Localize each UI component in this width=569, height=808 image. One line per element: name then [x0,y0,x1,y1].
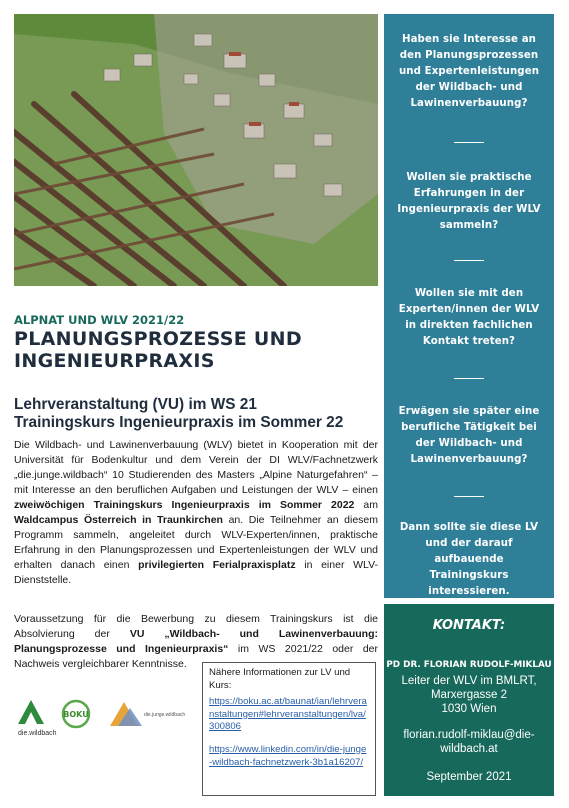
contact-email-1[interactable]: florian.rudolf-miklau@die- [403,729,535,741]
question-2: Wollen sie praktische Erfahrungen in der Ingenieurpraxis der WLV sammeln? [397,172,541,231]
highlight: zweiwöchigen Trainingskurs Ingenieurpraxis im Sommer 2022 [14,499,355,511]
village-snow-fence-illustration [14,14,378,286]
highlight: VU „Wildbach- und Lawinenverbauung: Planungsprozesse und Ingenieurpraxis“ [14,628,379,655]
contact-heading: KONTAKT: [432,618,506,633]
title-line-2: INGENIEURPRAXIS [14,350,215,372]
info-intro: Nähere Informationen zur LV und Kurs: [209,667,351,691]
contact-role: Leiter der WLV im BMLRT, [401,675,537,687]
subtitle-line-1: Lehrveranstaltung (VU) im WS 21 [14,396,257,413]
info-box [202,662,376,796]
contact-name: PD DR. FLORIAN RUDOLF-MIKLAU [386,660,552,670]
kicker: ALPNAT UND WLV 2021/22 [14,313,185,327]
junge-wildbach-logo-icon [110,702,142,726]
highlight: privilegierten Ferialpraxisplatz [138,559,296,571]
divider [454,496,484,497]
contact-date: September 2021 [426,771,512,783]
boku-text: BOKU [63,710,89,719]
logo-strip [14,694,196,740]
text: an. Die Teilnehmer an diesem Programm sammeln, angeleitet durch WLV-Experten/innen, praktische Erfahrung in den Planungsprozessen und Expertenleistungen der WLV und erhalten danach einen [14,514,379,571]
highlight: Waldcampus Österreich in Traunkirchen [14,514,223,526]
text: Die Wildbach- und Lawinenverbauung (WLV) bietet in Kooperation mit der Universität für Bodenkultur und dem Verein der DI WLV/Fachnetzwerk „die.junge.wildbach“ 10 Studierenden des Masters „Alpine Naturgefahren“ – mit Interesse an den beruflichen Aufgaben und Leistungen der WLV – einen [14,439,378,496]
text: Voraussetzung für die Bewerbung zu diesem Trainingskurs ist die Absolvierung der [14,613,378,640]
subtitle [14,396,378,432]
question-3: Wollen sie mit den Experten/innen der WLV in direkten fachlichen Kontakt treten? [398,288,540,347]
linkedin-link[interactable]: https://www.linkedin.com/in/die-junge-wildbach-fachnetzwerk-3b1a16207/ [209,743,367,768]
subtitle-line-2: Trainingskurs Ingenieurpraxis im Sommer 22 [14,414,344,431]
junge-wildbach-caption: die.junge.wildbach [144,712,186,718]
divider [454,142,484,143]
boku-logo-icon [63,701,89,727]
hero-photo [14,14,378,286]
wildbach-logo-icon [18,700,44,724]
wildbach-caption: die.wildbach [18,730,57,737]
partner-logos [14,694,196,740]
question-4: Erwägen sie später eine berufliche Tätigkeit bei der Wildbach- und Lawinenverbauung? [398,406,540,465]
boku-link[interactable]: https://boku.ac.at/baunat/ian/lehrveranstaltungen#lehrveranstaltungen/lva/300806 [209,696,367,733]
title-line-1: PLANUNGSPROZESSE UND [14,328,302,350]
questions-panel [384,14,554,598]
question-1: Haben sie Interesse an den Planungsprozessen und Expertenleistungen der Wildbach- und Lawinenverbauung? [398,34,540,109]
contact-city: 1030 Wien [441,703,497,715]
question-5: Dann sollte sie diese LV und der darauf aufbauende Trainingskurs interessieren. [399,522,539,597]
divider [454,378,484,379]
contact-email-2[interactable]: wildbach.at [440,743,498,755]
contact-panel [384,604,554,796]
divider [454,260,484,261]
contact-street: Marxergasse 2 [430,689,508,701]
text: im WS 2021/22 oder der Nachweis vergleichbarer Kenntnisse. [14,643,378,670]
page-title [14,328,378,372]
intro-paragraph [14,438,378,588]
text: am [363,499,378,511]
text: in einer WLV-Dienststelle. [14,559,378,586]
